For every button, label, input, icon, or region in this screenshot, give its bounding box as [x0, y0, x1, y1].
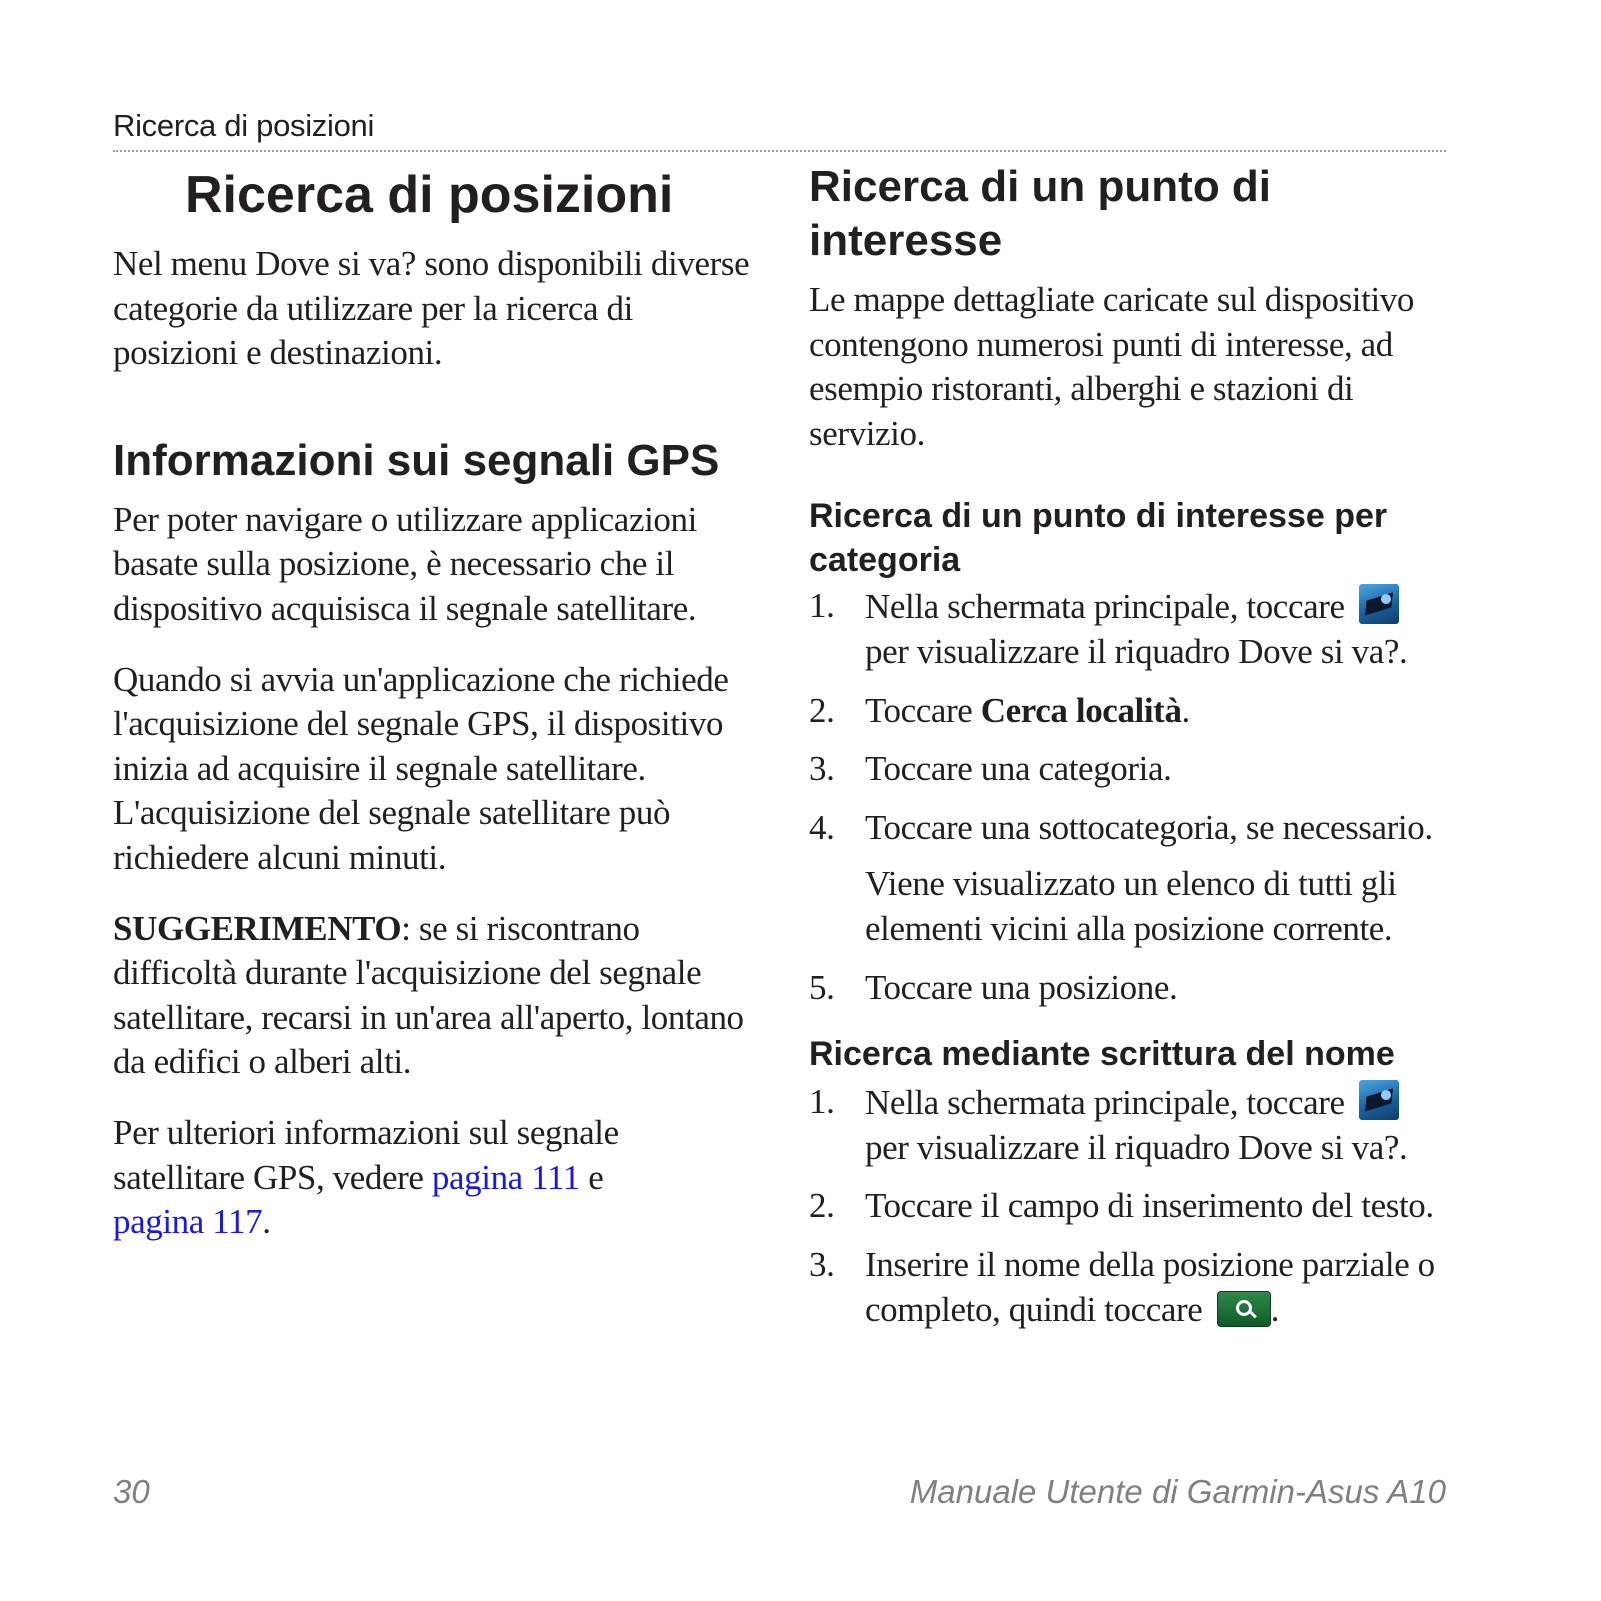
- left-column: [113, 160, 753, 1245]
- page-number: 30: [113, 1473, 150, 1510]
- step-text: Inserire il nome della posizione parziale o completo, quindi toccare: [865, 1244, 1435, 1329]
- page-title: Ricerca di posizioni: [185, 166, 674, 224]
- step-number: 1.: [809, 1082, 835, 1122]
- search-icon: [1217, 1291, 1271, 1327]
- step-text: Toccare una posizione.: [865, 967, 1178, 1007]
- step-text: Toccare il campo di inserimento del testo.: [865, 1186, 1434, 1226]
- list-item: [809, 584, 1459, 674]
- header-rule: [113, 150, 1446, 152]
- more-info-paragraph: [113, 1111, 753, 1245]
- step-note: Viene visualizzato un elenco di tutti gli elementi vicini alla posizione corrente.: [865, 864, 1397, 948]
- manual-title: Manuale Utente di Garmin-Asus A10: [909, 1473, 1446, 1510]
- step-text: Nella schermata principale, toccare: [865, 587, 1353, 627]
- list-item: [809, 1080, 1459, 1170]
- step-text-after: per visualizzare il riquadro Dove si va?.: [865, 1127, 1408, 1167]
- step-number: 2.: [809, 690, 835, 730]
- more-info-suffix: .: [262, 1202, 271, 1242]
- step-text-after: .: [1181, 690, 1190, 730]
- name-search-steps: [809, 1080, 1459, 1332]
- where-to-icon: [1359, 1080, 1399, 1120]
- poi-heading: Ricerca di un punto di interesse: [809, 162, 1272, 265]
- poi-category-heading: Ricerca di un punto di interesse per categoria: [809, 497, 1388, 580]
- step-number: 2.: [809, 1186, 835, 1226]
- step-number: 5.: [809, 967, 835, 1007]
- list-item: [809, 1243, 1459, 1332]
- link-page-117[interactable]: pagina 117: [113, 1202, 263, 1242]
- list-item: [809, 806, 1459, 851]
- gps-paragraph-2: Quando si avvia un'applicazione che richiede l'acquisizione del segnale GPS, il dispositivo inizia ad acquisire il segnale satellitare. L'acquisizione del segnale satellitare può richiedere alcuni minuti.: [113, 659, 729, 877]
- more-info-prefix: Per ulteriori informazioni sul segnale satellitare GPS, vedere: [113, 1112, 619, 1197]
- poi-intro: Le mappe dettagliate caricate sul dispositivo contengono numerosi punti di interesse, ad esempio ristoranti, alberghi e stazioni di servizio.: [809, 280, 1414, 453]
- step-number: 1.: [809, 586, 835, 626]
- tip-text: : se si riscontrano difficoltà durante l'acquisizione del segnale satellitare, recarsi in un'area all'aperto, lontano da edifici o alberi alti.: [113, 908, 744, 1082]
- list-item: [809, 689, 1459, 734]
- step-text-after: .: [1270, 1289, 1280, 1329]
- step-number: 3.: [809, 749, 835, 789]
- intro-paragraph: Nel menu Dove si va? sono disponibili diverse categorie da utilizzare per la ricerca di posizioni e destinazioni.: [113, 244, 750, 373]
- step-number: 3.: [809, 1244, 835, 1284]
- link-page-111[interactable]: pagina 111: [431, 1157, 580, 1197]
- step-text: Toccare una categoria.: [865, 749, 1172, 789]
- list-item: [809, 966, 1459, 1011]
- list-item: [809, 1184, 1459, 1229]
- running-head: Ricerca di posizioni: [113, 108, 375, 143]
- step-number: 4.: [809, 807, 835, 847]
- where-to-icon: [1359, 584, 1399, 624]
- list-item: [809, 747, 1459, 792]
- right-column: [809, 160, 1459, 1332]
- step-bold-text: Cerca località: [980, 690, 1182, 730]
- name-search-heading: Ricerca mediante scrittura del nome: [809, 1035, 1395, 1074]
- step-text: Nella schermata principale, toccare: [865, 1083, 1353, 1123]
- step-text: Toccare: [865, 690, 981, 730]
- gps-heading: Informazioni sui segnali GPS: [113, 435, 720, 485]
- more-info-mid: e: [579, 1157, 604, 1197]
- step-text: Toccare una sottocategoria, se necessario.: [865, 807, 1433, 847]
- gps-paragraph-1: Per poter navigare o utilizzare applicazioni basate sulla posizione, è necessario che il dispositivo acquisisca il segnale satellitare.: [113, 499, 697, 628]
- tip-paragraph: [113, 907, 753, 1085]
- tip-label: SUGGERIMENTO: [113, 908, 402, 948]
- category-steps: [809, 584, 1459, 1010]
- step-text-after: per visualizzare il riquadro Dove si va?.: [865, 631, 1408, 671]
